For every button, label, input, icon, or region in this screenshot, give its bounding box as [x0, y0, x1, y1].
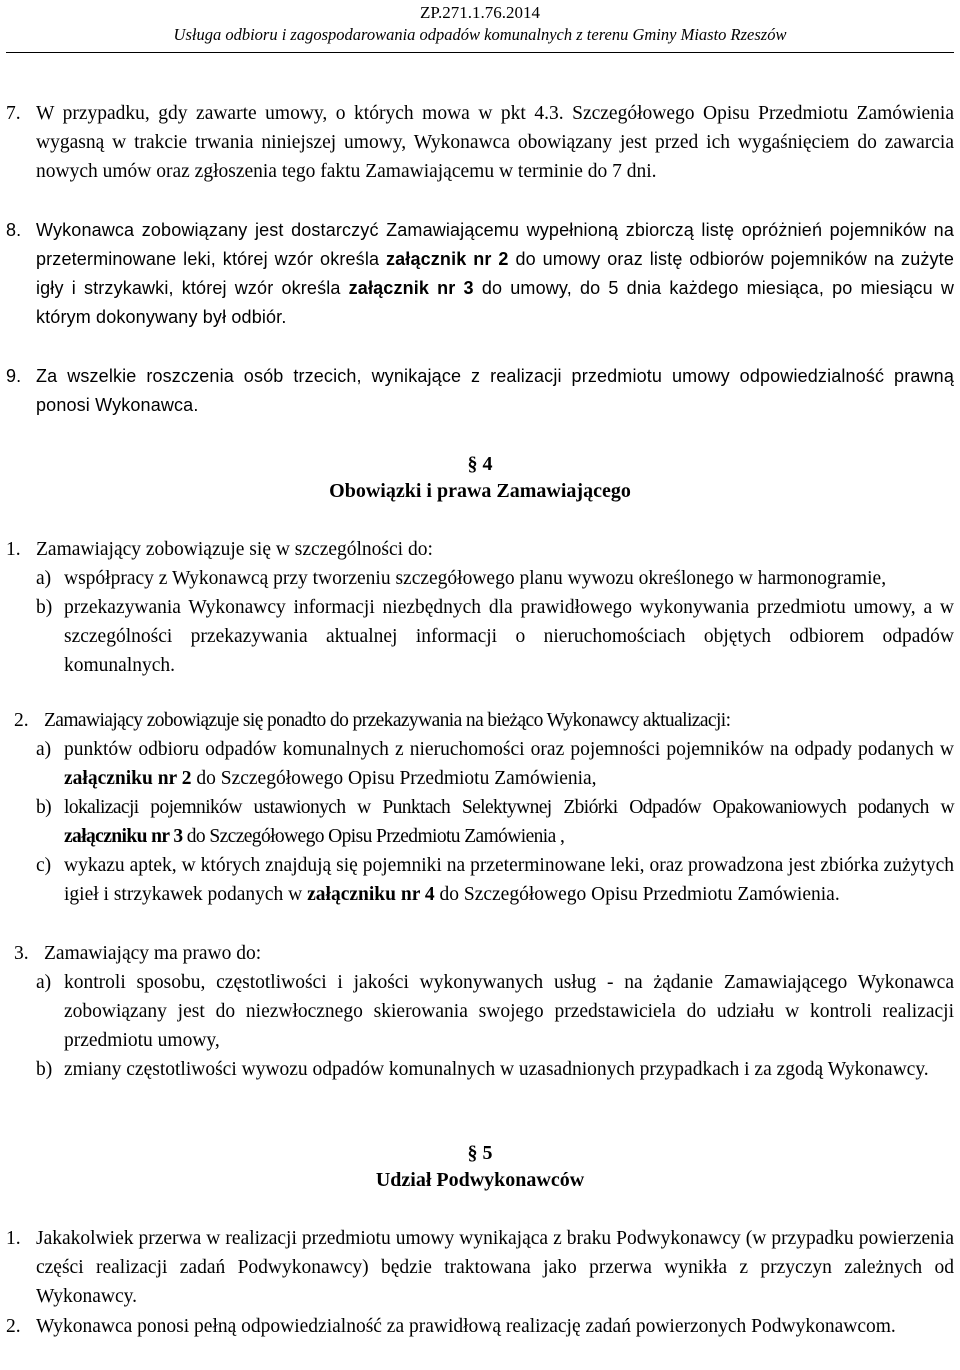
- document-subtitle: Usługa odbioru i zagospodarowania odpadów komunalnych z terenu Gminy Miasto Rzeszów: [173, 25, 787, 44]
- point-text: Zamawiający zobowiązuje się ponadto do przekazywania na bieżąco Wykonawcy aktualizacji:: [44, 710, 731, 731]
- list-item: b) zmiany częstotliwości wywozu odpadów komunalnych w uzasadnionych przypadkach i za zgodą Wykonawcy.: [36, 1059, 929, 1080]
- point-text: Jakakolwiek przerwa w realizacji przedmiotu umowy wynikająca z braku Podwykonawcy (w przypadku powierzenia części realizacji zadań Podwykonawcy) będzie traktowana jako przerwa wynikła z przyczyn zależnych od Wykonawcy.: [36, 1228, 954, 1307]
- section-title: Udział Podwykonawców: [375, 1169, 585, 1191]
- point-number: 1.: [6, 1228, 21, 1249]
- paragraph-number: 7.: [6, 103, 21, 124]
- section-5-point-2: [6, 1312, 954, 1341]
- list-item: b) lokalizacji pojemników ustawionych w Punktach Selektywnej Zbiórki Odpadów Opakowaniowych podanych w załączniku nr 3 do Szczegółowego Opisu Przedmiotu Zamówienia ,: [36, 797, 954, 847]
- paragraph-number: 9.: [6, 366, 22, 386]
- section-title: Obowiązki i prawa Zamawiającego: [329, 480, 631, 502]
- section-symbol: § 5: [467, 1142, 493, 1164]
- paragraph-7: [6, 99, 954, 186]
- paragraph-number: 8.: [6, 220, 22, 240]
- paragraph-text: W przypadku, gdy zawarte umowy, o których mowa w pkt 4.3. Szczegółowego Opisu Przedmiotu Zamówienia wygasną w trakcie trwania niniejszej umowy, Wykonawca obowiązany jest przed ich wygaśnięciem do zawarcia nowych umów oraz zgłoszenia tego faktu Zamawiającemu w terminie do 7 dni.: [36, 103, 954, 182]
- section-5-heading: [0, 1140, 960, 1194]
- point-number: 1.: [6, 539, 21, 560]
- point-text: Zamawiający zobowiązuje się w szczególności do:: [36, 539, 433, 560]
- list-item: a) kontroli sposobu, częstotliwości i jakości wykonywanych usług - na żądanie Zamawiającego Wykonawca zobowiązany jest do niezwłocznego skierowania swojego przedstawiciela do udziału w kontroli realizacji przedmiotu umowy,: [36, 972, 954, 1051]
- point-number: 2.: [6, 1316, 21, 1337]
- point-number: 3.: [14, 943, 29, 964]
- attachment-ref: załączniku nr 2: [64, 768, 192, 789]
- point-text: Wykonawca ponosi pełną odpowiedzialność za prawidłową realizację zadań powierzonych Podwykonawcom.: [36, 1316, 896, 1337]
- section-4-point-3: [6, 939, 954, 1084]
- attachment-ref: załączniku nr 3: [64, 826, 183, 847]
- paragraph-8: [6, 216, 954, 332]
- section-4-point-1: [6, 535, 954, 680]
- list-item: a) współpracy z Wykonawcą przy tworzeniu szczegółowego planu wywozu określonego w harmonogramie,: [36, 568, 887, 589]
- section-5-point-1: [6, 1224, 954, 1311]
- attachment-ref: załączniku nr 4: [307, 884, 435, 905]
- section-symbol: § 4: [467, 453, 493, 475]
- point-text: Zamawiający ma prawo do:: [44, 943, 262, 964]
- section-4-heading: [0, 451, 960, 505]
- list-item: a) punktów odbioru odpadów komunalnych z nieruchomości oraz pojemności pojemników na odpady podanych w załączniku nr 2 do Szczegółowego Opisu Przedmiotu Zamówienia,: [36, 739, 954, 789]
- point-number: 2.: [14, 710, 29, 731]
- attachment-ref: załącznik nr 3: [348, 278, 474, 298]
- paragraph-text: Wykonawca zobowiązany jest dostarczyć Zamawiającemu wypełnioną zbiorczą listę opróżnień pojemników na przeterminowane leki, której wzór określa załącznik nr 2 do umowy oraz listę odbiorów pojemników na zużyte igły i strzykawki, której wzór określa załącznik nr 3 do umowy, do 5 dnia każdego miesiąca, po miesiącu w którym dokonywany był odbiór.: [36, 220, 954, 327]
- list-item: c) wykazu aptek, w których znajdują się pojemniki na przeterminowane leki, oraz prowadzona jest zbiórka zużytych igieł i strzykawek podanych w załączniku nr 4 do Szczegółowego Opisu Przedmiotu Zamówienia.: [36, 855, 954, 905]
- paragraph-9: [6, 362, 954, 420]
- list-item: b) przekazywania Wykonawcy informacji niezbędnych dla prawidłowego wykonywania przedmiotu umowy, a w szczególności przekazywania aktualnej informacji o nieruchomościach objętych odbiorem odpadów komunalnych.: [36, 597, 954, 676]
- page-header: [0, 2, 960, 45]
- header-divider: [6, 52, 954, 53]
- section-4-point-2: [6, 706, 954, 909]
- attachment-ref: załącznik nr 2: [386, 249, 509, 269]
- paragraph-text: Za wszelkie roszczenia osób trzecich, wynikające z realizacji przedmiotu umowy odpowiedzialność prawną ponosi Wykonawca.: [36, 366, 954, 415]
- document-reference: ZP.271.1.76.2014: [420, 3, 540, 22]
